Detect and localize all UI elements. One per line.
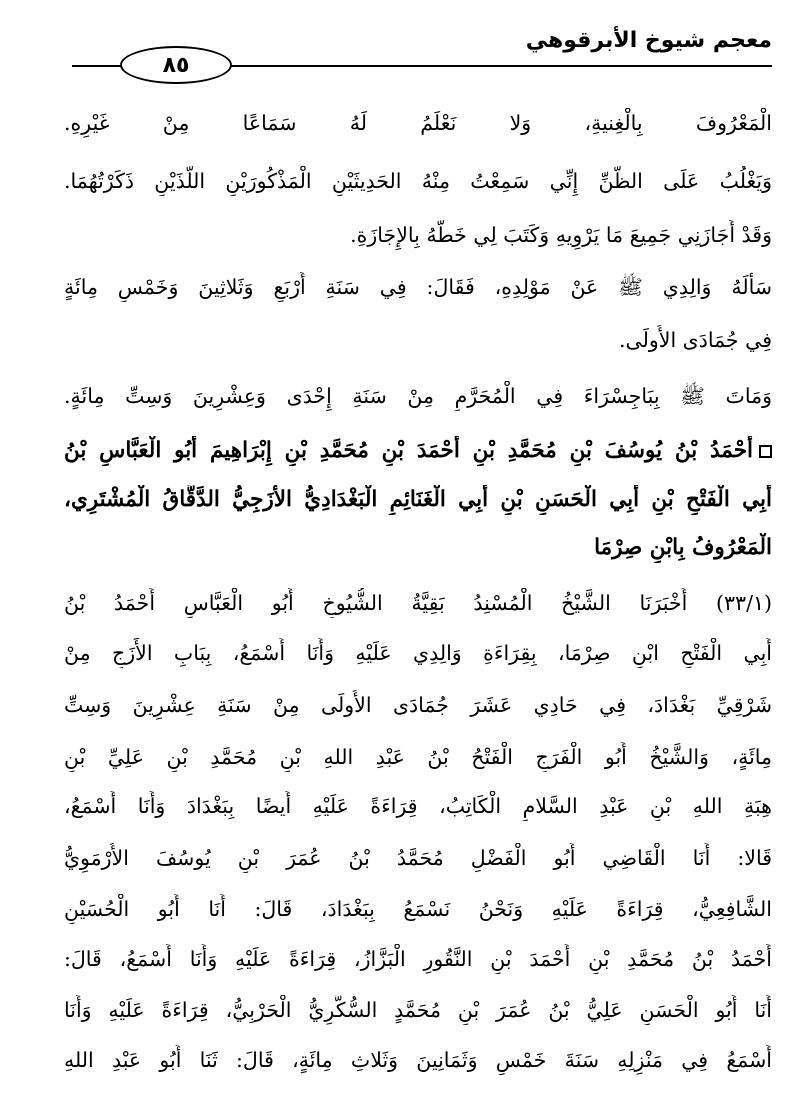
entry-heading-line-1: أَحْمَدُ بْنُ يُوسُفَ بْنِ مُحَمَّدِ بْنِ أَحْمَدَ بْنِ مُحَمَّدِ بْنِ إِبْرَاهِيمَ أَبُو الْعَبَّاسِ بْنُ — [64, 436, 772, 466]
text-line-3: وَقَدْ أَجَازَنِي جَمِيعَ مَا يَرْوِيهِ وَكَتَبَ لِي خَطَّهُ بِالإِجَازَةِ. — [350, 223, 772, 247]
entry-bullet-icon — [759, 445, 772, 458]
body-line-1: (٣٣/١) أَخْبَرَنَا الشَّيْخُ الْمُسْنِدُ بَقِيَّةُ الشُّيُوخِ أَبُو الْعَبَّاسِ أَحْمَدُ بْنُ — [64, 591, 772, 615]
text-line-5: فِي جُمَادَى الأُولَى. — [619, 328, 772, 352]
body-line-3: شَرْقِيِّ بَغْدَادَ، فِي حَادِي عَشَرَ جُمَادَى الأُولَى مِنْ سَنَةِ عِشْرِينَ وَسِتِّ — [64, 693, 772, 717]
text-line-6: وَمَاتَ ﷺ بِبَاجِسْرَاءَ فِي الْمُحَرَّمِ مِنْ سَنَةِ إِحْدَى وَعِشْرِينَ وَسِتِّ مِائَةٍ. — [64, 384, 772, 408]
entry-heading-line-3: الْمَعْرُوفُ بِابْنِ صِرْمَا — [594, 535, 772, 560]
body-line-8: أَحْمَدُ بْنُ مُحَمَّدِ بْنِ أَحْمَدَ بْنِ النَّقُورِ الْبَزَّازُ، قِرَاءَةً عَلَيْهِ وَأَنَا أَسْمَعُ، قَالَ: — [64, 947, 772, 971]
text-line-1: الْمَعْرُوفَ بِالْغِنيةِ، وَلا نَعْلَمُ لَهُ سَمَاعًا مِنْ غَيْرِهِ. — [64, 111, 772, 135]
text-line-4: سَأَلَهُ وَالِدِي ﷺ عَنْ مَوْلِدِهِ، فَقَالَ: فِي سَنَةِ أَرْبَعٍ وَثَلاثِينَ وَخَمْسِ مِائَةٍ — [64, 275, 772, 299]
body-line-7: الشَّافِعِيُّ، قِرَاءَةً عَلَيْهِ وَنَحْنُ نَسْمَعُ بِبَغْدَادَ، قَالَ: أَنَا أَبُو الْحُسَيْنِ — [64, 897, 772, 921]
body-line-5: هِبَةِ اللهِ بْنِ عَبْدِ السَّلامِ الْكَاتِبُ، قِرَاءَةً عَلَيْهِ أَيضًا بِبَغْدَادَ وَأَنَا أَسْمَعُ، — [64, 794, 772, 818]
body-line-9: أَنَا أَبُو الْحَسَنِ عَلِيُّ بْنُ عُمَرَ بْنِ مُحَمَّدٍ السُّكَّرِيُّ الْحَرْبِيُّ، قِرَاءَةً عَلَيْهِ وَأَنَا — [64, 998, 772, 1022]
page-header — [72, 28, 772, 80]
body-line-2: أَبِي الْفَتْحِ ابْنِ صِرْمَا، بِقِرَاءَةِ وَالِدِي عَلَيْهِ وَأَنَا أَسْمَعُ، بِبَابِ الأَزَجِ مِنْ — [64, 641, 772, 665]
text-line-2: وَيَغْلُبُ عَلَى الظَّنِّ إِنِّي سَمِعْتُ مِنْهُ الحَدِيثَيْنِ الْمَذْكُورَيْنِ اللَّذَيْنِ ذَكَرْتُهُمَا. — [64, 169, 772, 193]
body-line-4: مِائَةٍ، وَالشَّيْخُ أَبُو الْفَرَجِ الْفَتْحُ بْنُ عَبْدِ اللهِ بْنِ مُحَمَّدِ بْنِ عَلِيِّ بْنِ — [64, 745, 772, 769]
entry-heading-line-2: أَبِي الْفَتْحِ بْنِ أَبِي الْحَسَنِ بْنِ أَبِي الْغَنَائِمِ الْبَغْدَادِيُّ الأَزَجِيُّ الدَّقَّاقُ الْمُشْتَرِي، — [64, 487, 772, 512]
running-title: معجم شيوخ الأبرقوهي — [525, 28, 772, 53]
body-line-6: قَالا: أَنَا الْقَاضِي أَبُو الْفَضْلِ مُحَمَّدُ بْنُ عُمَرَ بْنِ يُوسُفَ الأُرْمَوِيُّ — [64, 846, 772, 870]
page-number: ٨٥ — [120, 46, 232, 84]
body-line-10: أَسْمَعُ فِي مَنْزِلِهِ سَنَةَ خَمْسٍ وَثَمَانِينَ وَثَلاثِ مِائَةٍ، قَالَ: ثَنَا أَبُو عَبْدِ اللهِ — [64, 1048, 772, 1072]
